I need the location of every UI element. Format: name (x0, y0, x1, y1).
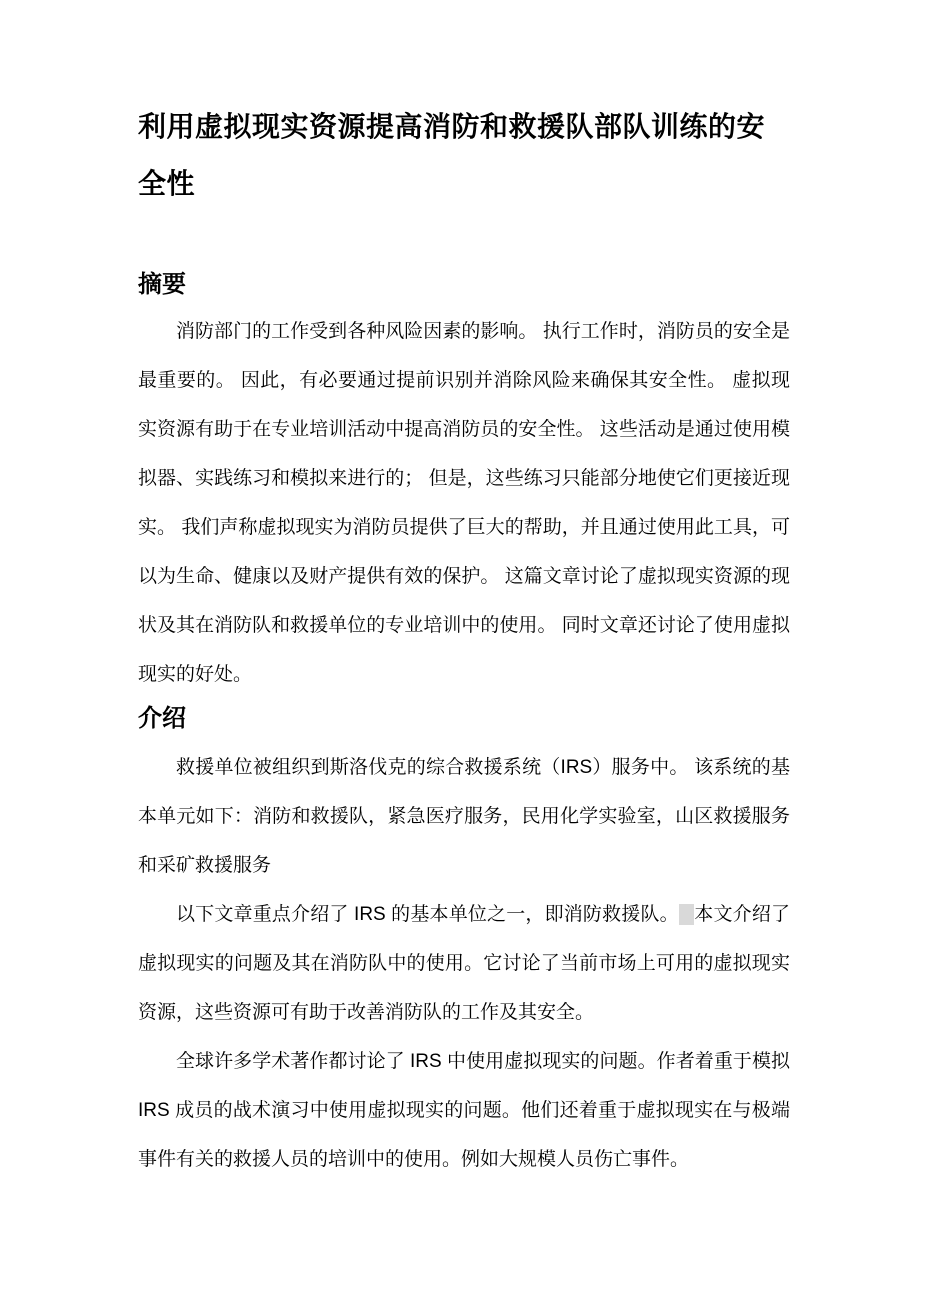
introduction-section (138, 702, 790, 1184)
introduction-paragraph-1: 救援单位被组织到斯洛伐克的综合救援系统（IRS）服务中。 该系统的基本单元如下：消防和救援队，紧急医疗服务，民用化学实验室，山区救援服务和采矿救援服务 (138, 757, 790, 876)
paragraph-2-text-after-highlight: 本文介绍了虚拟现实的问题及其在消防队中的使用。它讨论了当前市场上可用的虚拟现实资源，这些资源可有助于改善消防队的工作及其安全。 (138, 904, 791, 1023)
paragraph-2-text-before-highlight: 以下文章重点介绍了 IRS 的基本单位之一，即消防救援队。 (176, 904, 679, 925)
abstract-heading: 摘要 (138, 271, 186, 298)
abstract-section (138, 268, 790, 699)
document-title: 利用虚拟现实资源提高消防和救援队部队训练的安全性 (138, 111, 766, 199)
abstract-paragraph: 消防部门的工作受到各种风险因素的影响。 执行工作时，消防员的安全是最重要的。 因此，有必要通过提前识别并消除风险来确保其安全性。 虚拟现实资源有助于在专业培训活动中提高消防员的安全性。 这些活动是通过使用模拟器、实践练习和模拟来进行的； 但是，这些练习只能部分地使它们更接近现实。 我们声称虚拟现实为消防员提供了巨大的帮助，并且通过使用此工具，可以为生命、健康以及财产提供有效的保护。 这篇文章讨论了虚拟现实资源的现状及其在消防队和救援单位的专业培训中的使用。 同时文章还讨论了使用虚拟现实的好处。 (138, 321, 790, 685)
highlighted-space (679, 904, 694, 925)
introduction-heading: 介绍 (138, 705, 186, 732)
introduction-paragraph-3: 全球许多学术著作都讨论了 IRS 中使用虚拟现实的问题。作者着重于模拟 IRS 成员的战术演习中使用虚拟现实的问题。他们还着重于虚拟现实在与极端事件有关的救援人员的培训中的使用。例如大规模人员伤亡事件。 (138, 1051, 790, 1170)
introduction-paragraph-2 (138, 890, 790, 1037)
